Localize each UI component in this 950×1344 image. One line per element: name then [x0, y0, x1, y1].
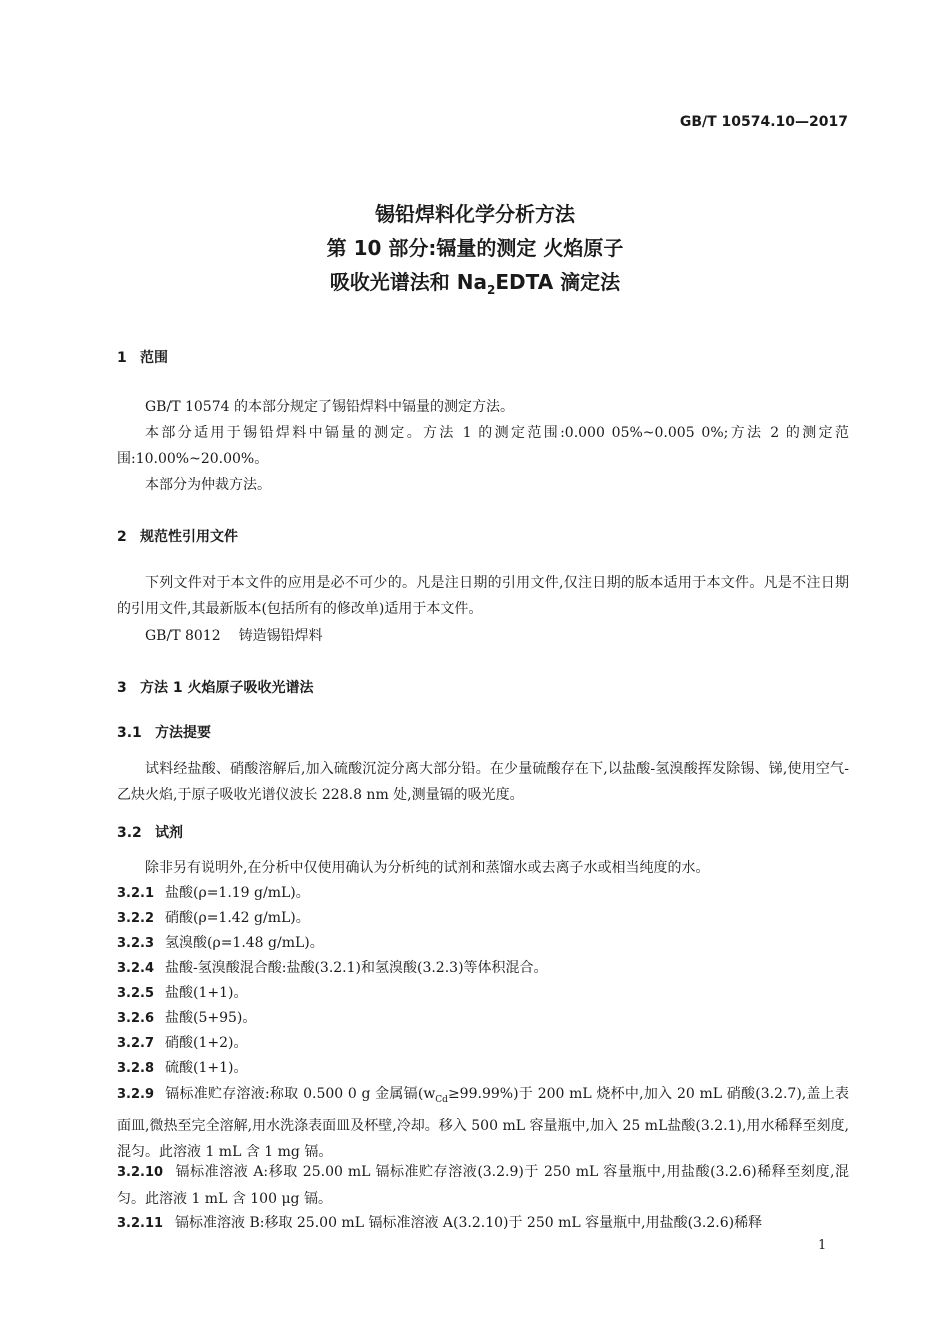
title-line-3: 吸收光谱法和 $Na_2EDTA$ 滴定法: [329, 270, 621, 297]
page-number: 1: [818, 1238, 827, 1253]
section-1-heading: 1 范围: [117, 350, 168, 366]
reagent-item: 3.2.2 硝酸(ρ=1.42 g/mL)。: [117, 910, 310, 926]
reagent-item: 3.2.6 盐酸(5+95)。: [117, 1010, 257, 1026]
section-1-para-1: GB/T 10574 的本部分规定了锡铅焊料中镉量的测定方法。: [145, 399, 514, 415]
reagent-item: 3.2.8 硫酸(1+1)。: [117, 1060, 248, 1076]
section-3-1-para: 试料经盐酸、硝酸溶解后,加入硫酸沉淀分离大部分铅。在少量硫酸存在下,以盐酸-氢溴酸挥发除锡、锑,使用空气-乙炔火焰,于原子吸收光谱仪波长 228.8 nm 处,测量镉的吸光度。: [117, 761, 849, 803]
reagent-item: 3.2.7 硝酸(1+2)。: [117, 1035, 248, 1051]
reagent-item: 3.2.5 盐酸(1+1)。: [117, 985, 248, 1001]
section-3-heading: 3 方法 1 火焰原子吸收光谱法: [117, 680, 314, 696]
title-line-2: 第 10 部分:镉量的测定 火焰原子: [326, 236, 624, 260]
reagent-item-3-2-9: 3.2.9 镉标准贮存溶液:称取 0.500 0 g 金属镉$(w_{Cd}\ge 99.99\%)$于 200 mL 烧杯中,加入 20 mL 硝酸(3.2.7),盖上表面皿,微热至完全溶解,用水洗涤表面皿及杯壁,冷却。移入 500 mL 容量瓶中,加入 25 mL盐酸(3.2.1),用水稀释至刻度,混匀。此溶液 1 mL 含 1 mg 镉。: [117, 1086, 849, 1160]
normative-reference: GB/T 8012 铸造锡铅焊料: [145, 628, 323, 644]
section-3-2-para: 除非另有说明外,在分析中仅使用确认为分析纯的试剂和蒸馏水或去离子水或相当纯度的水。: [145, 860, 710, 876]
standard-number: GB/T 10574.10—2017: [679, 114, 848, 130]
section-3-2-heading: 3.2 试剂: [117, 825, 183, 841]
section-3-1-heading: 3.1 方法提要: [117, 725, 211, 741]
reagent-item-3-2-11: 3.2.11 镉标准溶液 B:移取 25.00 mL 镉标准溶液 A(3.2.10)于 250 mL 容量瓶中,用盐酸(3.2.6)稀释: [117, 1215, 763, 1231]
reagent-item-3-2-10: 3.2.10 镉标准溶液 A:移取 25.00 mL 镉标准贮存溶液(3.2.9)于 250 mL 容量瓶中,用盐酸(3.2.6)稀释至刻度,混匀。此溶液 1 mL 含 100 μg 镉。: [117, 1164, 849, 1207]
title-line-1: 锡铅焊料化学分析方法: [375, 202, 575, 226]
section-2-para-1: 下列文件对于本文件的应用是必不可少的。凡是注日期的引用文件,仅注日期的版本适用于本文件。凡是不注日期的引用文件,其最新版本(包括所有的修改单)适用于本文件。: [117, 575, 849, 617]
reagent-item: 3.2.4 盐酸-氢溴酸混合酸:盐酸(3.2.1)和氢溴酸(3.2.3)等体积混合。: [117, 960, 548, 976]
section-1-para-3: 本部分为仲裁方法。: [145, 477, 271, 493]
reagent-item: 3.2.3 氢溴酸(ρ=1.48 g/mL)。: [117, 935, 324, 951]
section-2-heading: 2 规范性引用文件: [117, 529, 238, 545]
section-1-para-2: 本部分适用于锡铅焊料中镉量的测定。方法 1 的测定范围:0.000 05%~0.005 0%;方法 2 的测定范围:10.00%~20.00%。: [117, 425, 849, 467]
reagent-item: 3.2.1 盐酸(ρ=1.19 g/mL)。: [117, 885, 310, 901]
